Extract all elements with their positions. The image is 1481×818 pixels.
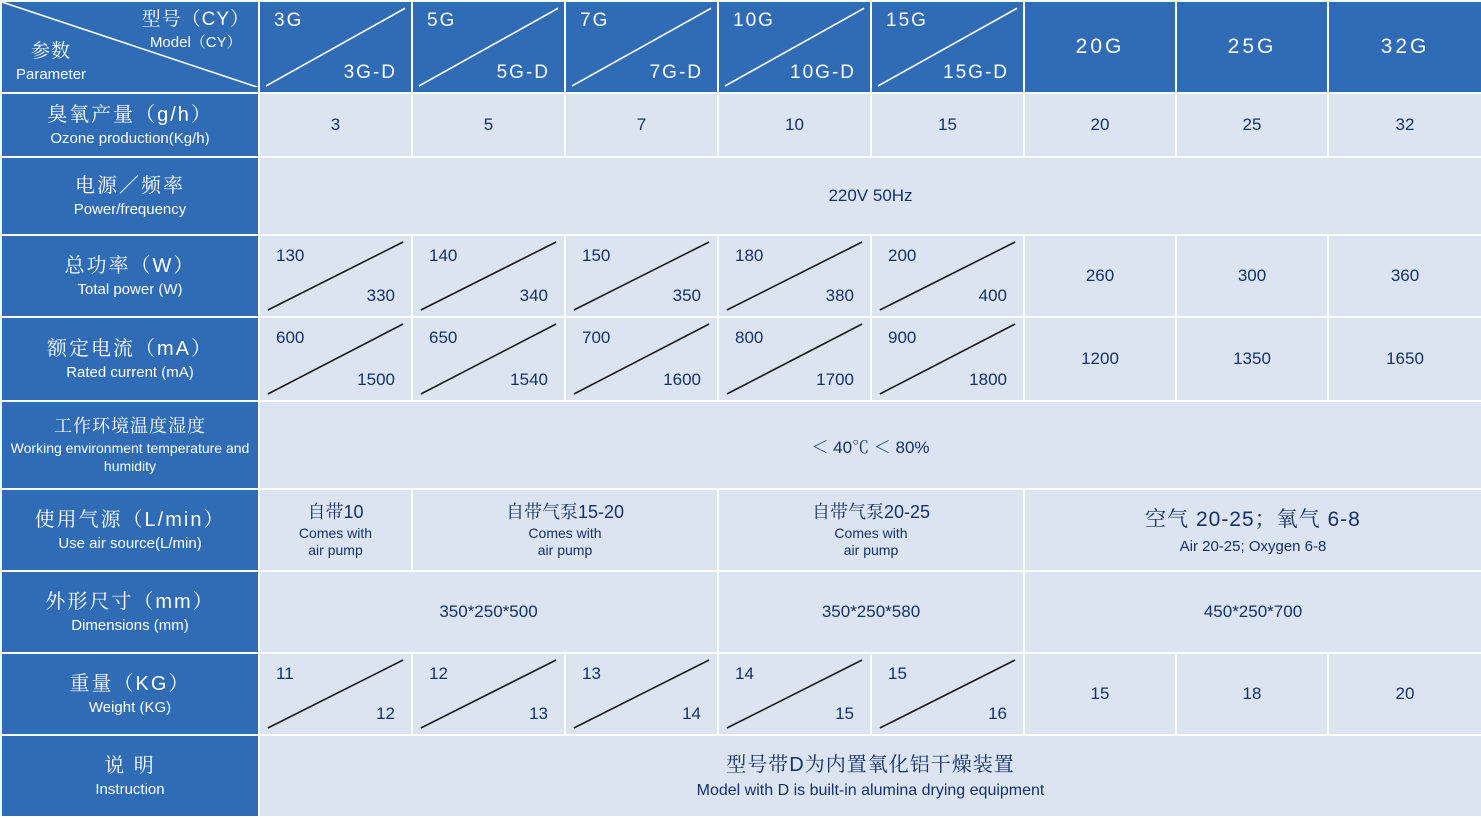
cell-instruction xyxy=(259,735,1481,817)
cell-cn: 自带气泵15-20 xyxy=(505,502,625,523)
cell-split-value xyxy=(871,317,1024,401)
row-label-rated-current xyxy=(1,317,259,401)
cell-bottom-value: 380 xyxy=(825,286,854,306)
cell-bottom-value: 15 xyxy=(835,704,854,724)
row-label-ozone-production xyxy=(1,93,259,157)
cell-cn: 空气 20-25；氧气 6-8 xyxy=(1145,508,1361,532)
column-header-bottom: 15G-D xyxy=(943,62,1009,84)
cell-value: 15 xyxy=(871,93,1024,157)
column-header-top: 15G xyxy=(886,10,928,31)
cell-top-value: 800 xyxy=(735,328,764,348)
table-row-weight xyxy=(1,653,1481,735)
cell-value: 20 xyxy=(1024,93,1176,157)
table-row-rated-current xyxy=(1,317,1481,401)
cell-value: 1350 xyxy=(1176,317,1328,401)
cell-en: Comes with air pump xyxy=(298,524,373,559)
cell-value: 18 xyxy=(1176,653,1328,735)
row-label-power-frequency xyxy=(1,157,259,235)
cell-top-value: 15 xyxy=(888,664,907,684)
cell-value: 20 xyxy=(1328,653,1481,735)
cell-value-merged: 450*250*700 xyxy=(1024,571,1481,653)
cell-cn: 自带10 xyxy=(307,502,364,523)
table-row-ozone-production xyxy=(1,93,1481,157)
cell-value-merged: 220V 50Hz xyxy=(259,157,1481,235)
column-header-7g xyxy=(565,1,718,93)
row-label-cn: 臭氧产量（g/h） xyxy=(47,103,213,126)
cell-value: 260 xyxy=(1024,235,1176,317)
column-header-top: 7G xyxy=(580,10,610,31)
column-header-32g: 32G xyxy=(1328,1,1481,93)
cell-split-value xyxy=(565,653,718,735)
table-row-air-source xyxy=(1,489,1481,571)
corner-model-en: Model（CY） xyxy=(149,33,242,51)
cell-en: Comes with air pump xyxy=(834,524,908,559)
column-header-10g xyxy=(718,1,871,93)
cell-top-value: 180 xyxy=(735,246,764,266)
cell-bottom-value: 1540 xyxy=(510,370,548,390)
cell-split-value xyxy=(412,235,565,317)
cell-bottom-value: 350 xyxy=(672,286,701,306)
cell-bottom-value: 340 xyxy=(519,286,548,306)
cell-bottom-value: 16 xyxy=(988,704,1007,724)
cell-bottom-value: 1500 xyxy=(357,370,395,390)
cell-air-source xyxy=(1024,489,1481,571)
cell-en: Comes with air pump xyxy=(528,524,602,559)
row-label-cn: 外形尺寸（mm） xyxy=(45,590,215,613)
table-row-total-power xyxy=(1,235,1481,317)
cell-value: 32 xyxy=(1328,93,1481,157)
cell-bottom-value: 1600 xyxy=(663,370,701,390)
column-header-bottom: 7G-D xyxy=(649,62,703,84)
corner-header-cell xyxy=(1,1,259,93)
column-header-bottom: 10G-D xyxy=(790,62,856,84)
cell-bottom-value: 1800 xyxy=(969,370,1007,390)
cell-top-value: 600 xyxy=(276,328,305,348)
cell-bottom-value: 14 xyxy=(682,704,701,724)
column-header-25g: 25G xyxy=(1176,1,1328,93)
column-header-bottom: 5G-D xyxy=(496,62,550,84)
row-label-cn: 电源／频率 xyxy=(75,174,185,197)
row-label-en: Instruction xyxy=(95,780,165,798)
row-label-cn: 总功率（W） xyxy=(64,254,196,277)
cell-top-value: 150 xyxy=(582,246,611,266)
cell-bottom-value: 12 xyxy=(376,704,395,724)
cell-top-value: 700 xyxy=(582,328,611,348)
row-label-dimensions xyxy=(1,571,259,653)
table-header-row xyxy=(1,1,1481,93)
cell-top-value: 11 xyxy=(276,664,294,684)
corner-param-en: Parameter xyxy=(16,65,87,83)
column-header-top: 10G xyxy=(733,10,775,31)
cell-split-value xyxy=(412,317,565,401)
cell-split-value xyxy=(871,653,1024,735)
cell-cn: 自带气泵20-25 xyxy=(811,502,931,523)
corner-model-label xyxy=(142,8,250,52)
column-header-bottom: 3G-D xyxy=(343,62,397,84)
row-label-total-power xyxy=(1,235,259,317)
cell-value: 300 xyxy=(1176,235,1328,317)
cell-split-value xyxy=(718,317,871,401)
cell-value: 1650 xyxy=(1328,317,1481,401)
cell-top-value: 12 xyxy=(429,664,448,684)
row-label-en: Ozone production(Kg/h) xyxy=(50,129,210,147)
row-label-cn: 说 明 xyxy=(104,754,156,777)
cell-value-merged: 350*250*580 xyxy=(718,571,1024,653)
cell-split-value xyxy=(259,317,412,401)
cell-split-value xyxy=(259,653,412,735)
cell-air-source xyxy=(259,489,412,571)
instruction-en: Model with D is built-in alumina drying equipment xyxy=(696,782,1045,800)
cell-value: 3 xyxy=(259,93,412,157)
table-row-dimensions xyxy=(1,571,1481,653)
row-label-cn: 使用气源（L/min） xyxy=(34,508,226,531)
row-label-cn: 工作环境温度湿度 xyxy=(54,416,206,437)
row-label-cn: 额定电流（mA） xyxy=(47,337,213,360)
cell-value: 10 xyxy=(718,93,871,157)
cell-value: 15 xyxy=(1024,653,1176,735)
cell-split-value xyxy=(871,235,1024,317)
row-label-air-source xyxy=(1,489,259,571)
cell-top-value: 900 xyxy=(888,328,917,348)
cell-split-value xyxy=(259,235,412,317)
corner-model-cn: 型号（CY） xyxy=(141,9,250,30)
column-header-15g xyxy=(871,1,1024,93)
cell-split-value xyxy=(565,235,718,317)
cell-value: 360 xyxy=(1328,235,1481,317)
cell-air-source xyxy=(718,489,1024,571)
row-label-working-environment xyxy=(1,401,259,489)
corner-param-cn: 参数 xyxy=(31,41,72,63)
cell-split-value xyxy=(718,235,871,317)
row-label-en: Working environment temperature and humidity xyxy=(10,439,250,475)
cell-split-value xyxy=(718,653,871,735)
instruction-cn: 型号带D为内置氧化铝干燥装置 xyxy=(726,754,1015,777)
table-row-instruction xyxy=(1,735,1481,817)
cell-value-merged: 350*250*500 xyxy=(259,571,718,653)
corner-param-label xyxy=(16,40,86,84)
column-header-top: 3G xyxy=(274,10,304,31)
cell-split-value xyxy=(565,317,718,401)
cell-bottom-value: 13 xyxy=(529,704,548,724)
column-header-3g xyxy=(259,1,412,93)
cell-top-value: 13 xyxy=(582,664,601,684)
row-label-en: Dimensions (mm) xyxy=(71,616,189,634)
cell-top-value: 14 xyxy=(735,664,754,684)
cell-top-value: 140 xyxy=(429,246,458,266)
cell-air-source xyxy=(412,489,718,571)
cell-top-value: 130 xyxy=(276,246,305,266)
cell-value: 5 xyxy=(412,93,565,157)
cell-value: 25 xyxy=(1176,93,1328,157)
row-label-instruction xyxy=(1,735,259,817)
row-label-weight xyxy=(1,653,259,735)
column-header-20g: 20G xyxy=(1024,1,1176,93)
row-label-en: Total power (W) xyxy=(77,280,183,298)
cell-bottom-value: 330 xyxy=(366,286,395,306)
row-label-en: Rated current (mA) xyxy=(66,363,194,381)
table-row-working-environment xyxy=(1,401,1481,489)
cell-split-value xyxy=(412,653,565,735)
cell-value: 7 xyxy=(565,93,718,157)
column-header-5g xyxy=(412,1,565,93)
table-row-power-frequency xyxy=(1,157,1481,235)
row-label-cn: 重量（KG） xyxy=(69,672,191,695)
cell-value-merged: ＜ 40℃ ＜ 80% xyxy=(259,401,1481,489)
cell-top-value: 200 xyxy=(888,246,917,266)
cell-top-value: 650 xyxy=(429,328,458,348)
row-label-en: Power/frequency xyxy=(73,200,187,218)
row-label-en: Weight (KG) xyxy=(88,698,172,716)
cell-value: 1200 xyxy=(1024,317,1176,401)
row-label-en: Use air source(L/min) xyxy=(58,534,202,552)
column-header-top: 5G xyxy=(427,10,457,31)
cell-bottom-value: 1700 xyxy=(816,370,854,390)
cell-bottom-value: 400 xyxy=(978,286,1007,306)
cell-en: Air 20-25; Oxygen 6-8 xyxy=(1179,537,1327,555)
